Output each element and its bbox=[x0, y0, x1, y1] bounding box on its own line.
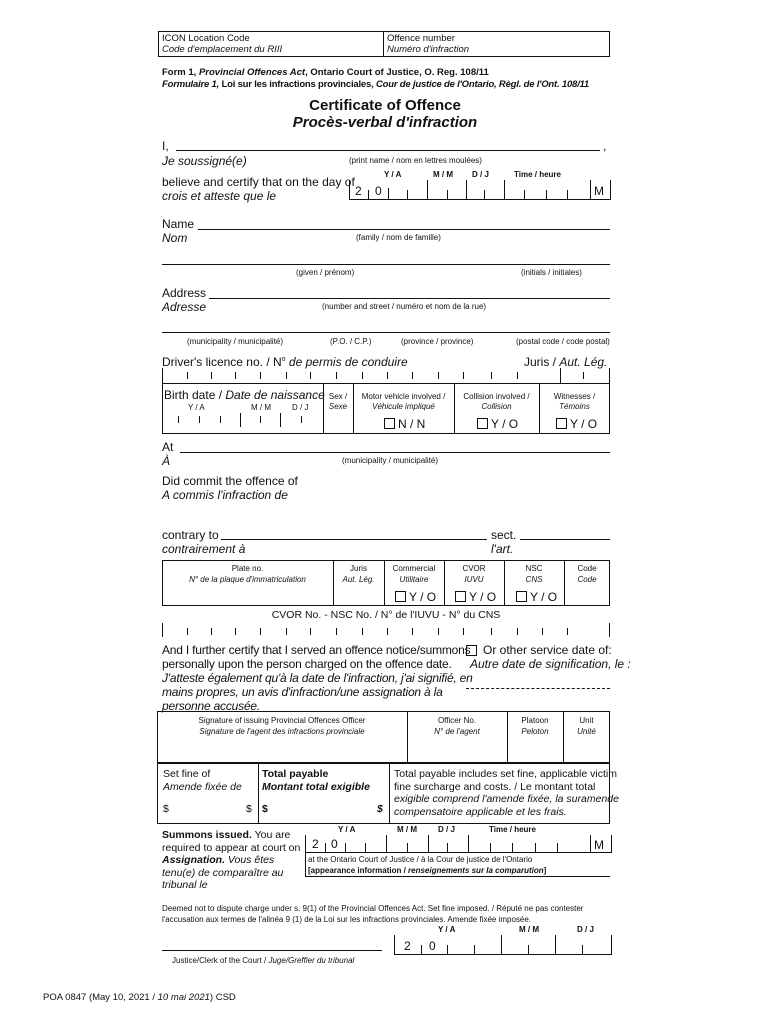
deemed-y2: 2 bbox=[404, 939, 411, 953]
birth-dj: D / J bbox=[292, 403, 309, 412]
mv-label: Motor vehicle involved / bbox=[361, 392, 446, 401]
initials-caption: (initials / initiales) bbox=[521, 268, 582, 277]
dj-label: D / J bbox=[472, 170, 489, 179]
collision-label-fr: Collision bbox=[481, 402, 512, 411]
title-en: Certificate of Offence bbox=[309, 97, 461, 114]
checkbox-icon bbox=[556, 418, 567, 429]
unit-label: Unit bbox=[579, 716, 594, 725]
court-label: at the Ontario Court of Justice / à la Cour de justice de l'Ontario bbox=[308, 855, 533, 864]
mm-label: M / M bbox=[433, 170, 453, 179]
municipality-line[interactable] bbox=[162, 332, 610, 333]
deemed-mm: M / M bbox=[519, 925, 539, 934]
service-text: And I further certify that I served an offence notice/summons personally upon the person charged on the offence date. J'atteste également qu'à la date de l'infraction, j'ai signifié, en mains propres, un avis d'infraction/une assignation à la personne accusée. bbox=[162, 643, 473, 713]
sex-label: Sex / bbox=[328, 392, 348, 401]
province-caption: (province / province) bbox=[401, 337, 474, 346]
title-fr: Procès-verbal d'infraction bbox=[292, 114, 478, 131]
street-line[interactable] bbox=[209, 298, 610, 299]
summons-text: Summons issued. You are required to appear at court on Assignation. Vous êtes tenu(e) de comparaître au tribunal le bbox=[162, 829, 301, 891]
checkbox-icon bbox=[516, 591, 527, 602]
appearance-info: [appearance information / renseignements sur la comparution] bbox=[308, 866, 547, 875]
code-label-fr: Code bbox=[577, 575, 597, 584]
time-m: M bbox=[594, 184, 604, 198]
sex-label-fr: Sexe bbox=[328, 402, 348, 411]
contrary-line[interactable] bbox=[221, 539, 487, 540]
witness-label: Witnesses / bbox=[553, 392, 596, 401]
total-dollar: $ bbox=[262, 803, 268, 815]
offence-label-fr: A commis l'infraction de bbox=[162, 488, 288, 502]
deemed-dj: D / J bbox=[577, 925, 594, 934]
plate-label: Plate no. bbox=[231, 564, 264, 573]
total-payable-amount[interactable]: $ bbox=[377, 803, 383, 815]
name-label: Name bbox=[162, 217, 195, 231]
licence-field[interactable] bbox=[162, 368, 610, 383]
birth-mm: M / M bbox=[251, 403, 271, 412]
other-service-label-fr: Autre date de signification, le : bbox=[470, 657, 631, 671]
dollar-sign: $ bbox=[163, 803, 169, 815]
at-label: At bbox=[162, 440, 174, 454]
cvor-label: CVOR bbox=[462, 564, 486, 573]
year-digit-0: 0 bbox=[375, 184, 382, 198]
justice-signature-line[interactable] bbox=[162, 950, 382, 951]
icon-code-label: ICON Location Code bbox=[162, 33, 250, 44]
deemed-ya: Y / A bbox=[438, 925, 456, 934]
witness-checkbox[interactable]: Y / O bbox=[556, 417, 597, 431]
total-note: Total payable includes set fine, applicable victim fine surcharge and costs. / Le montant total exigible comprend l'amende fixée, la suramende compensatoire applicable et les frais. bbox=[394, 768, 619, 818]
offence-number-label: Offence number bbox=[387, 33, 455, 44]
municipality-caption: (municipality / municipalité) bbox=[187, 337, 284, 346]
plate-label-fr: N° de la plaque d'immatriculation bbox=[189, 575, 306, 584]
given-caption: (given / prénom) bbox=[296, 268, 355, 277]
name-label-fr: Nom bbox=[162, 231, 188, 245]
cvor-checkbox[interactable]: Y / O bbox=[455, 590, 496, 604]
cvor-no-label: CVOR No. - NSC No. / N° de l'IUVU - N° du CNS bbox=[271, 609, 501, 621]
family-caption: (family / nom de famille) bbox=[356, 233, 441, 242]
sect-label: sect. bbox=[491, 528, 517, 542]
summons-date-field[interactable] bbox=[305, 835, 612, 853]
mv-checkbox[interactable]: N / N bbox=[384, 417, 425, 431]
nsc-checkbox[interactable]: Y / O bbox=[516, 590, 557, 604]
summons-y0: 0 bbox=[331, 837, 338, 851]
commercial-checkbox[interactable]: Y / O bbox=[395, 590, 436, 604]
set-fine-amount[interactable]: $ bbox=[246, 803, 252, 815]
believe-en: believe and certify that on the day of bbox=[162, 175, 355, 189]
postal-caption: (postal code / code postal) bbox=[516, 337, 610, 346]
i-label-fr: Je soussigné(e) bbox=[162, 154, 247, 168]
sect-line[interactable] bbox=[520, 539, 610, 540]
signature-label: Signature of issuing Provincial Offences Officer bbox=[198, 716, 366, 725]
ya-label: Y / A bbox=[384, 170, 402, 179]
officer-name-line[interactable] bbox=[176, 150, 600, 151]
witness-label-fr: Témoins bbox=[559, 402, 590, 411]
code-label: Code bbox=[577, 564, 597, 573]
other-service-label: Or other service date of: bbox=[483, 643, 612, 657]
set-fine-label: Set fine of bbox=[163, 768, 211, 780]
birth-date-field[interactable] bbox=[163, 413, 323, 427]
plate-juris-fr: Aut. Lég. bbox=[342, 575, 375, 584]
collision-label: Collision involved / bbox=[463, 392, 530, 401]
justice-label: Justice/Clerk of the Court / Juge/Greffier du tribunal bbox=[172, 956, 355, 965]
cvor-no-field[interactable] bbox=[162, 623, 610, 637]
nsc-label: NSC bbox=[525, 564, 543, 573]
checkbox-icon bbox=[395, 591, 406, 602]
commercial-label: Commercial bbox=[392, 564, 436, 573]
time-label: Time / heure bbox=[514, 170, 561, 179]
summons-mm: M / M bbox=[397, 825, 417, 834]
believe-fr: crois et atteste que le bbox=[162, 189, 277, 203]
year-digit-2: 2 bbox=[355, 184, 362, 198]
licence-label: Driver's licence no. / $N^o$ de permis de conduire bbox=[162, 355, 408, 369]
summons-dj: D / J bbox=[438, 825, 455, 834]
summons-time: Time / heure bbox=[489, 825, 536, 834]
checkbox-icon bbox=[455, 591, 466, 602]
juris-label: Juris / Aut. Lég. bbox=[524, 355, 608, 369]
birth-label: Birth date / Date de naissance bbox=[164, 388, 325, 402]
officer-no-label: Officer No. bbox=[437, 716, 477, 725]
family-name-line[interactable] bbox=[198, 229, 610, 230]
footer-form-id: POA 0847 (May 10, 2021 / 10 mai 2021) CSD bbox=[43, 992, 236, 1003]
deemed-y0: 0 bbox=[429, 939, 436, 953]
birth-ya: Y / A bbox=[188, 403, 205, 412]
offence-label: Did commit the offence of bbox=[162, 474, 298, 488]
form-ref-en: Form 1, Provincial Offences Act, Ontario Court of Justice, O. Reg. 108/11 bbox=[162, 67, 489, 78]
platoon-label: Platoon bbox=[521, 716, 549, 725]
given-name-line[interactable] bbox=[162, 264, 610, 265]
at-label-fr: À bbox=[162, 454, 171, 468]
offence-number-label-fr: Numéro d'infraction bbox=[387, 44, 470, 55]
collision-checkbox[interactable]: Y / O bbox=[477, 417, 518, 431]
deemed-text: Deemed not to dispute charge under s. 9(1) of the Provincial Offences Act. Set fine imposed. / Réputé ne pas contester l'accusation aux termes de l'alinéa 9 (1) de la Loi sur les infractions provinciales. Amende fixée imposée. bbox=[162, 904, 584, 924]
street-caption: (number and street / numéro et nom de la rue) bbox=[322, 302, 487, 311]
officer-no-label-fr: N° de l'agent bbox=[434, 727, 480, 736]
summons-m: M bbox=[594, 838, 604, 852]
set-fine-label-fr: Amende fixée de bbox=[163, 781, 242, 793]
contrary-label: contrary to bbox=[162, 528, 219, 542]
total-payable-label: Total payable bbox=[262, 768, 329, 780]
cvor-label-fr: IUVU bbox=[464, 575, 484, 584]
signature-label-fr: Signature de l'agent des infractions provinciale bbox=[199, 727, 365, 736]
po-caption: (P.O. / C.P.) bbox=[330, 337, 372, 346]
checkbox-icon bbox=[477, 418, 488, 429]
comma: , bbox=[603, 139, 607, 153]
i-label: I, bbox=[162, 139, 169, 153]
other-service-date-line[interactable] bbox=[466, 688, 610, 689]
contrary-label-fr: contrairement à bbox=[162, 542, 246, 556]
checkbox-icon bbox=[384, 418, 395, 429]
icon-code-label-fr: Code d'emplacement du RIII bbox=[162, 44, 283, 55]
print-name-caption: (print name / nom en lettres moulées) bbox=[349, 156, 482, 165]
form-ref-fr: Formulaire 1, Loi sur les infractions provinciales, Cour de justice de l'Ontario, Règl. de l'Ont. 108/11 bbox=[162, 79, 590, 90]
deemed-date-field[interactable] bbox=[394, 935, 612, 955]
nsc-label-fr: CNS bbox=[525, 575, 543, 584]
at-line[interactable] bbox=[180, 452, 610, 453]
plate-juris: Juris bbox=[350, 564, 367, 573]
total-payable-label-fr: Montant total exigible bbox=[262, 781, 370, 793]
unit-label-fr: Unité bbox=[577, 727, 596, 736]
at-caption: (municipality / municipalité) bbox=[342, 456, 439, 465]
summons-ya: Y / A bbox=[338, 825, 356, 834]
mv-label-fr: Véhicule impliqué bbox=[372, 402, 435, 411]
art-label: l'art. bbox=[491, 542, 514, 556]
address-label-fr: Adresse bbox=[162, 300, 207, 314]
summons-y2: 2 bbox=[312, 837, 319, 851]
commercial-label-fr: Utilitaire bbox=[399, 575, 429, 584]
other-service-checkbox[interactable] bbox=[466, 645, 477, 656]
address-label: Address bbox=[162, 286, 207, 300]
platoon-label-fr: Peloton bbox=[521, 727, 549, 736]
